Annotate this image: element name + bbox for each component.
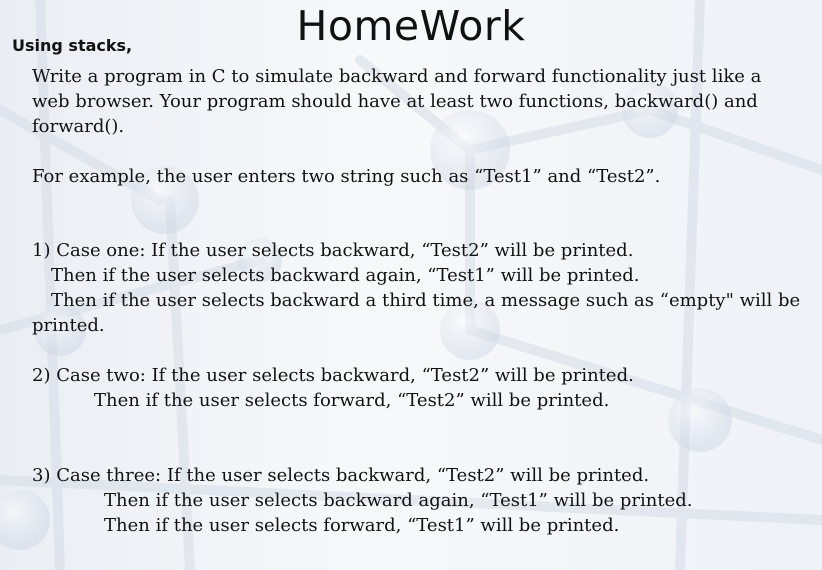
case-three-line: Then if the user selects backward again, “Test1” will be printed. <box>104 490 693 511</box>
case-one-line: 1) Case one: If the user selects backward, “Test2” will be printed. <box>32 240 634 261</box>
intro-line: Write a program in C to simulate backward and forward functionality just like a <box>32 66 762 87</box>
intro-line: forward(). <box>32 116 125 137</box>
case-three-line: 3) Case three: If the user selects backward, “Test2” will be printed. <box>32 465 650 486</box>
case-two-line: 2) Case two: If the user selects backward, “Test2” will be printed. <box>32 365 634 386</box>
case-two-line: Then if the user selects forward, “Test2” will be printed. <box>94 390 610 411</box>
case-three-line: Then if the user selects forward, “Test1” will be printed. <box>104 515 620 536</box>
intro-line: web browser. Your program should have at least two functions, backward() and <box>32 91 758 112</box>
case-one-line: Then if the user selects backward a third time, a message such as “empty" will be <box>51 290 801 311</box>
case-one-line: printed. <box>32 315 105 336</box>
case-one-line: Then if the user selects backward again, “Test1” will be printed. <box>51 265 640 286</box>
subtitle: Using stacks, <box>12 36 133 55</box>
example-line: For example, the user enters two string such as “Test1” and “Test2”. <box>32 166 661 187</box>
slide-title-text: HomeWork <box>296 2 526 50</box>
